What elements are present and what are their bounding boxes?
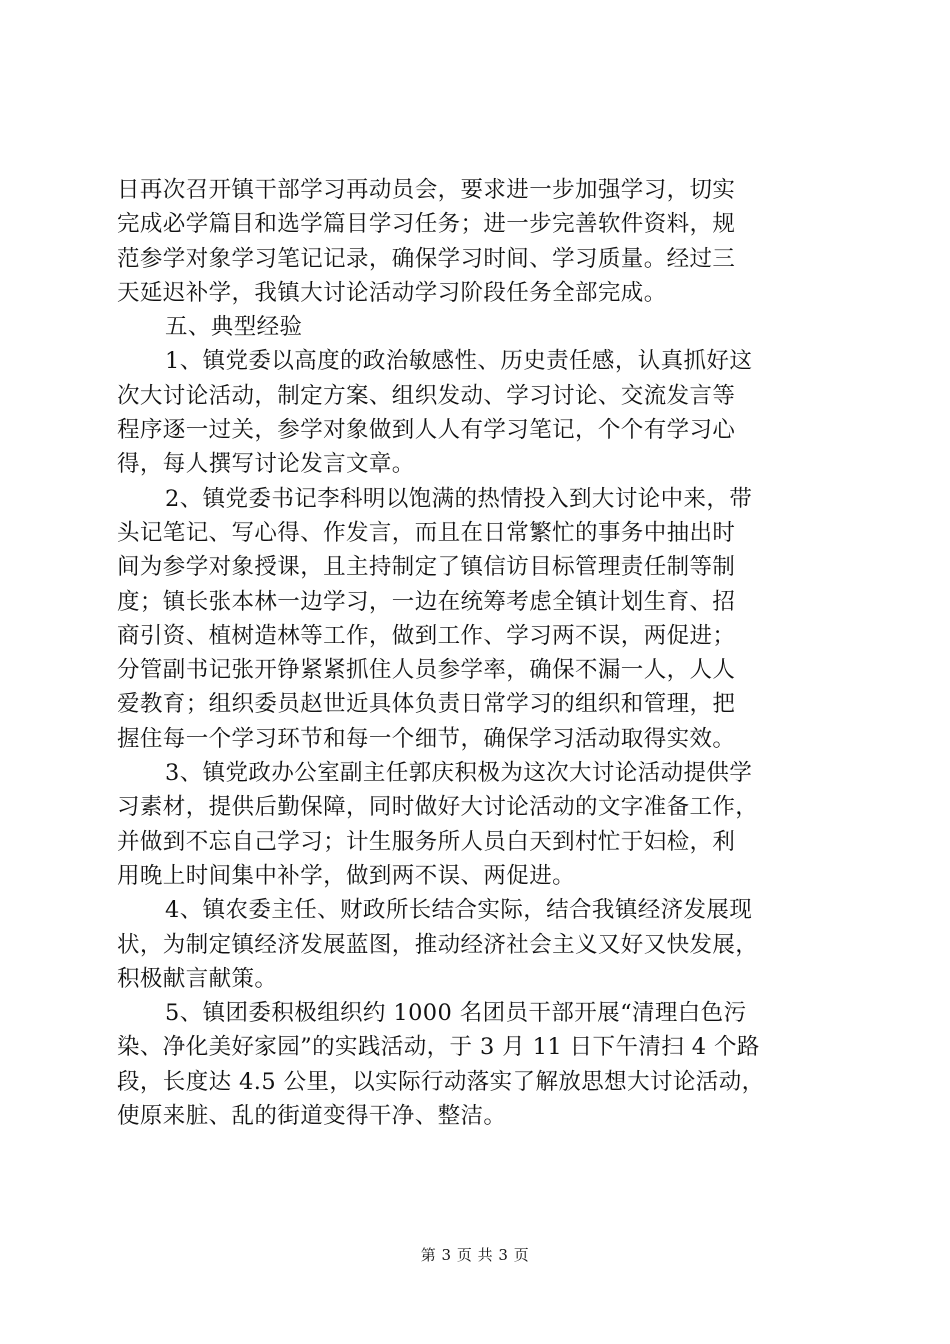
text-line: 程序逐一过关，参学对象做到人人有学习笔记，个个有学习心 [117,417,736,444]
text-line: 用晚上时间集中补学，做到两不误、两促进。 [117,862,576,889]
text-line: 得，每人撰写讨论发言文章。 [117,451,415,478]
text-line: 染、净化美好家园”的实践活动，于 3 月 11 日下午清扫 4 个路 [117,1034,760,1061]
text-line: 完成必学篇目和选学篇目学习任务；进一步完善软件资料，规 [117,211,736,238]
text-line: 2、镇党委书记李科明以饱满的热情投入到大讨论中来，带 [165,485,753,512]
text-line: 1、镇党委以高度的政治敏感性、历史责任感，认真抓好这 [165,348,753,375]
text-line: 习素材，提供后勤保障，同时做好大讨论活动的文字准备工作， [117,794,759,821]
page-footer: 第 3 页 共 3 页 [420,1246,530,1264]
text-line: 爱教育；组织委员赵世近具体负责日常学习的组织和管理，把 [117,691,736,718]
document-body [117,173,837,1133]
text-line: 五、典型经验 [165,314,303,341]
text-line: 握住每一个学习环节和每一个细节，确保学习活动取得实效。 [117,725,736,752]
text-line: 3、镇党政办公室副主任郭庆积极为这次大讨论活动提供学 [165,760,753,787]
text-line: 日再次召开镇干部学习再动员会，要求进一步加强学习，切实 [117,177,736,203]
text-line: 4、镇农委主任、财政所长结合实际，结合我镇经济发展现 [165,897,753,924]
text-line: 状，为制定镇经济发展蓝图，推动经济社会主义又好又快发展， [117,931,759,958]
text-line: 积极献言献策。 [117,965,278,992]
text-line: 使原来脏、乱的街道变得干净、整洁。 [117,1103,507,1130]
text-line: 5、镇团委积极组织约 1000 名团员干部开展“清理白色污 [165,1000,747,1027]
text-line: 商引资、植树造林等工作，做到工作、学习两不误，两促进； [117,622,736,649]
text-line: 段，长度达 4.5 公里，以实际行动落实了解放思想大讨论活动， [117,1068,765,1095]
text-line: 并做到不忘自己学习；计生服务所人员白天到村忙于妇检，利 [117,828,736,855]
text-line: 范参学对象学习笔记记录，确保学习时间、学习质量。经过三 [117,245,736,272]
text-line: 分管副书记张开铮紧紧抓住人员参学率，确保不漏一人，人人 [117,657,736,684]
text-line: 头记笔记、写心得、作发言，而且在日常繁忙的事务中抽出时 [117,519,736,546]
text-line: 天延迟补学，我镇大讨论活动学习阶段任务全部完成。 [117,279,667,306]
text-line: 次大讨论活动，制定方案、组织发动、学习讨论、交流发言等 [117,382,736,409]
text-line: 间为参学对象授课，且主持制定了镇信访目标管理责任制等制 [117,554,736,581]
text-line: 度；镇长张本林一边学习，一边在统筹考虑全镇计划生育、招 [117,588,736,615]
